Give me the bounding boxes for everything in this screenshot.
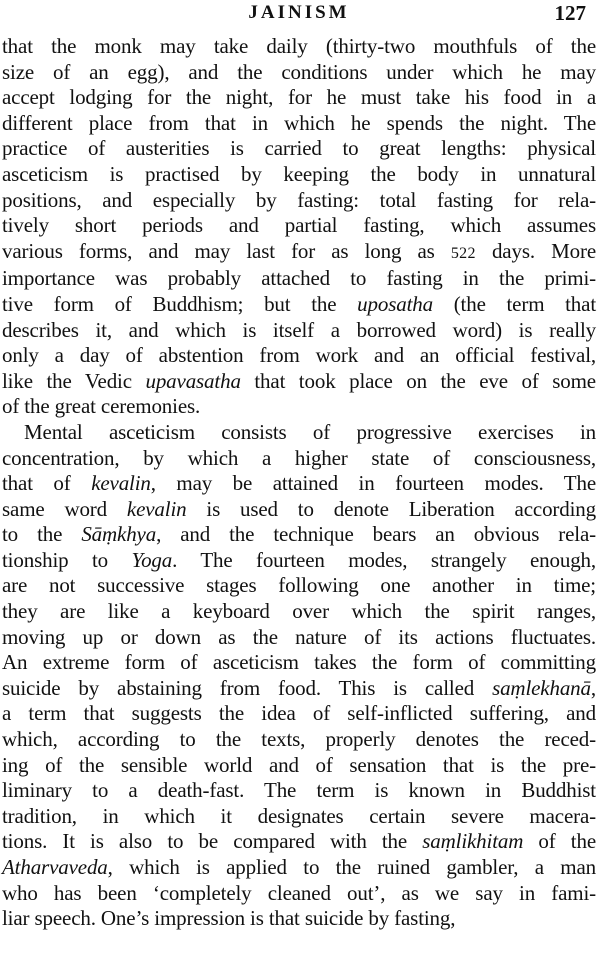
italic-term: saṃlikhitam	[422, 829, 524, 854]
text-run: liar speech. One’s impression is that suicide by fasting,	[2, 906, 456, 931]
text-run: that took place on the eve of some	[240, 368, 596, 393]
text-run: are not successive stages following one another in time;	[2, 573, 596, 598]
italic-term: Sāṃkhya	[81, 522, 157, 547]
text-run: Mental asceticism consists of progressive exercises in	[24, 419, 596, 444]
text-run: describes it, and which is itself a borrowed word) is really	[2, 317, 596, 342]
text-run: like the Vedic	[2, 368, 146, 393]
text-line	[2, 778, 596, 804]
text-line	[2, 266, 596, 292]
text-line	[2, 136, 596, 162]
text-run: liminary to a death-fast. The term is known in Buddhist	[2, 778, 596, 803]
text-line	[2, 727, 596, 753]
text-run: which, according to the texts, properly denotes the reced-	[2, 727, 596, 752]
text-run: ,	[590, 675, 596, 700]
text-line	[2, 420, 596, 446]
text-run: importance was probably attached to fasting in the primi-	[2, 266, 596, 291]
text-run: size of an egg), and the conditions under which he may	[2, 59, 596, 84]
text-line	[2, 60, 596, 86]
text-run: (the term that	[432, 291, 597, 316]
text-run: that the monk may take daily (thirty-two mouthfuls of the	[2, 34, 596, 58]
text-run: tionship to	[2, 547, 132, 572]
text-run: a term that suggests the idea of self-inflicted suffering, and	[2, 701, 596, 726]
text-line	[2, 829, 596, 855]
text-line	[2, 292, 596, 318]
text-run: moving up or down as the nature of its actions fluctuates.	[2, 624, 596, 649]
text-line	[2, 369, 596, 395]
text-run: to the	[2, 522, 82, 547]
text-run: suicide by abstaining from food. This is called	[2, 675, 493, 700]
italic-term: saṃlekhanā	[492, 675, 591, 700]
text-line	[2, 111, 596, 137]
text-run: tively short periods and partial fasting, which assumes	[2, 213, 596, 238]
text-run: of the	[523, 829, 596, 854]
paragraph	[2, 34, 596, 420]
text-run: practice of austerities is carried to great lengths: physical	[2, 136, 596, 161]
text-line	[2, 162, 596, 188]
text-run: , may be attained in fourteen modes. The	[150, 471, 596, 496]
text-line	[2, 625, 596, 651]
text-run: only a day of abstention from work and an official festival,	[2, 343, 596, 368]
text-line	[2, 239, 596, 267]
text-run: , which is applied to the ruined gambler, a man	[107, 855, 596, 879]
text-run: days. More	[475, 238, 596, 263]
text-run: ing of the sensible world and of sensation that is the pre-	[2, 752, 596, 777]
italic-term: kevalin	[91, 471, 151, 496]
paragraph	[2, 420, 596, 932]
text-line	[2, 497, 596, 523]
text-line	[2, 804, 596, 830]
italic-term: Yoga	[131, 547, 173, 572]
text-line	[2, 701, 596, 727]
text-run: various forms, and may last for as long as	[2, 238, 451, 263]
text-run: same word	[2, 496, 127, 521]
text-run: different place from that in which he spends the night. The	[2, 110, 596, 135]
text-run: of the great ceremonies.	[2, 394, 201, 419]
text-line	[2, 676, 596, 702]
numeral: 522	[450, 244, 476, 262]
running-title: JAINISM	[248, 2, 350, 23]
text-line	[2, 650, 596, 676]
text-line	[2, 34, 596, 60]
text-run: concentration, by which a higher state of consciousness,	[2, 445, 596, 470]
italic-term: uposatha	[357, 291, 433, 316]
text-line	[2, 446, 596, 472]
text-run: tions. It is also to be compared with the	[2, 829, 423, 854]
text-line	[2, 471, 596, 497]
text-line	[2, 318, 596, 344]
text-run: that of	[2, 471, 92, 496]
text-run: . The fourteen modes, strangely enough,	[172, 547, 596, 572]
running-head	[2, 0, 596, 34]
text-line	[2, 522, 596, 548]
body-text	[2, 34, 596, 932]
text-line	[2, 548, 596, 574]
text-line	[2, 855, 596, 881]
text-run: is used to denote Liberation according	[186, 496, 596, 521]
text-line	[2, 213, 596, 239]
text-run: asceticism is practised by keeping the body in unnatural	[2, 161, 596, 186]
text-line	[2, 343, 596, 369]
italic-term: kevalin	[126, 496, 187, 521]
text-line	[2, 394, 596, 420]
text-run: tive form of Buddhism; but the	[2, 291, 358, 316]
text-run: accept lodging for the night, for he must take his food in a	[2, 85, 596, 110]
text-line	[2, 753, 596, 779]
italic-term: Atharvaveda	[2, 855, 108, 879]
text-run: An extreme form of asceticism takes the form of committing	[2, 650, 596, 675]
text-line	[2, 906, 596, 932]
text-line	[2, 881, 596, 907]
text-run: they are like a keyboard over which the spirit ranges,	[2, 599, 596, 624]
text-line	[2, 188, 596, 214]
text-run: who has been ‘completely cleaned out’, as we say in fami-	[2, 880, 596, 905]
text-line	[2, 599, 596, 625]
text-line	[2, 573, 596, 599]
text-line	[2, 85, 596, 111]
page-number: 127	[554, 1, 586, 25]
italic-term: upavasatha	[145, 368, 241, 393]
text-run: , and the technique bears an obvious rela-	[156, 522, 596, 547]
text-run: positions, and especially by fasting: total fasting for rela-	[2, 187, 596, 212]
text-run: tradition, in which it designates certain severe macera-	[2, 803, 596, 828]
